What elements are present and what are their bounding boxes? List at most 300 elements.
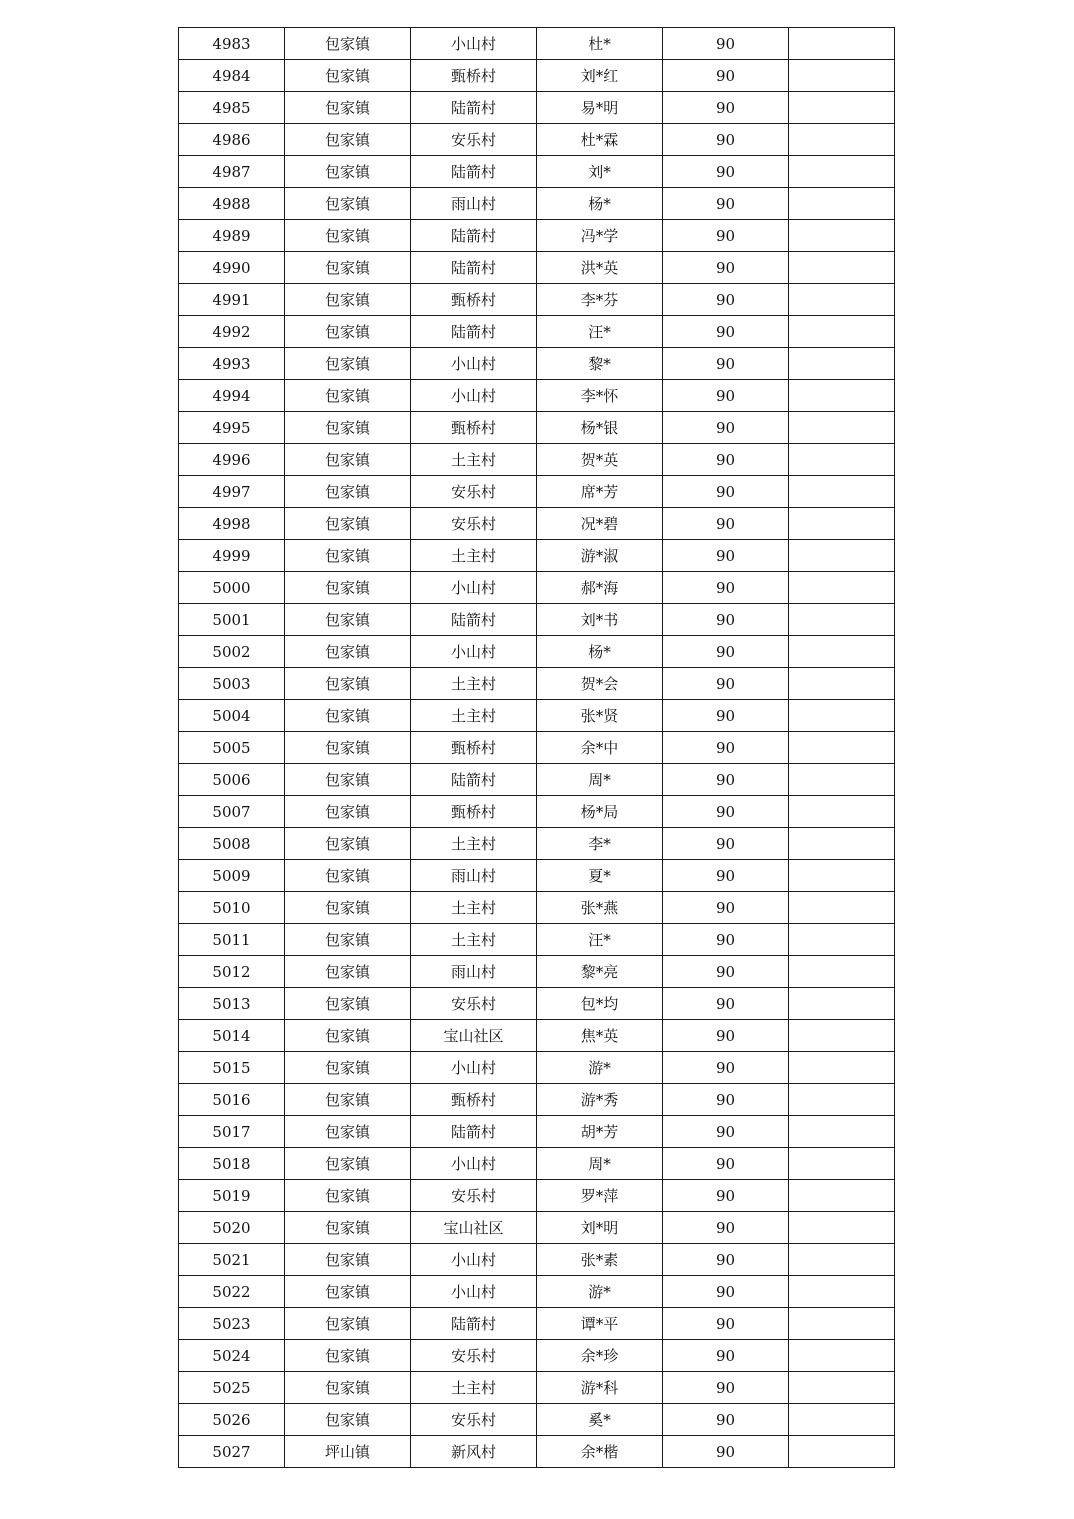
cell-village: 陆箭村 — [411, 156, 537, 188]
cell-amount: 90 — [663, 1436, 789, 1468]
cell-serial-number: 4984 — [179, 60, 285, 92]
cell-village: 土主村 — [411, 668, 537, 700]
cell-village: 安乐村 — [411, 988, 537, 1020]
cell-remark — [789, 924, 895, 956]
cell-amount: 90 — [663, 92, 789, 124]
cell-remark — [789, 1180, 895, 1212]
table-row — [179, 92, 895, 124]
cell-person-name: 胡*芳 — [537, 1116, 663, 1148]
cell-amount: 90 — [663, 732, 789, 764]
table-row — [179, 380, 895, 412]
cell-person-name: 谭*平 — [537, 1308, 663, 1340]
cell-town: 包家镇 — [285, 412, 411, 444]
cell-village: 甄桥村 — [411, 732, 537, 764]
cell-village: 土主村 — [411, 540, 537, 572]
table-row — [179, 1372, 895, 1404]
cell-village: 土主村 — [411, 700, 537, 732]
cell-serial-number: 5010 — [179, 892, 285, 924]
cell-town: 包家镇 — [285, 1180, 411, 1212]
cell-amount: 90 — [663, 988, 789, 1020]
cell-village: 小山村 — [411, 572, 537, 604]
cell-village: 陆箭村 — [411, 316, 537, 348]
cell-amount: 90 — [663, 476, 789, 508]
table-row — [179, 348, 895, 380]
table-row — [179, 156, 895, 188]
cell-town: 包家镇 — [285, 1340, 411, 1372]
cell-remark — [789, 636, 895, 668]
cell-person-name: 游*科 — [537, 1372, 663, 1404]
cell-village: 雨山村 — [411, 956, 537, 988]
cell-serial-number: 5024 — [179, 1340, 285, 1372]
table-row — [179, 1052, 895, 1084]
cell-remark — [789, 1212, 895, 1244]
cell-town: 包家镇 — [285, 1020, 411, 1052]
cell-town: 包家镇 — [285, 220, 411, 252]
cell-town: 包家镇 — [285, 1372, 411, 1404]
cell-remark — [789, 1148, 895, 1180]
cell-town: 包家镇 — [285, 348, 411, 380]
cell-town: 包家镇 — [285, 60, 411, 92]
table-row — [179, 508, 895, 540]
cell-village: 安乐村 — [411, 1180, 537, 1212]
cell-amount: 90 — [663, 924, 789, 956]
cell-remark — [789, 284, 895, 316]
cell-person-name: 刘*红 — [537, 60, 663, 92]
table-row — [179, 252, 895, 284]
cell-village: 甄桥村 — [411, 1084, 537, 1116]
cell-remark — [789, 444, 895, 476]
table-row — [179, 1084, 895, 1116]
cell-amount: 90 — [663, 1148, 789, 1180]
cell-person-name: 奚* — [537, 1404, 663, 1436]
cell-town: 包家镇 — [285, 700, 411, 732]
table-row — [179, 892, 895, 924]
cell-remark — [789, 188, 895, 220]
table-row — [179, 1404, 895, 1436]
cell-person-name: 余*楷 — [537, 1436, 663, 1468]
cell-serial-number: 4992 — [179, 316, 285, 348]
table-row — [179, 316, 895, 348]
cell-amount: 90 — [663, 572, 789, 604]
cell-remark — [789, 1084, 895, 1116]
cell-serial-number: 5020 — [179, 1212, 285, 1244]
cell-serial-number: 5021 — [179, 1244, 285, 1276]
cell-village: 宝山社区 — [411, 1212, 537, 1244]
cell-person-name: 余*中 — [537, 732, 663, 764]
cell-amount: 90 — [663, 188, 789, 220]
table-row — [179, 540, 895, 572]
table-row — [179, 604, 895, 636]
cell-remark — [789, 60, 895, 92]
cell-serial-number: 4997 — [179, 476, 285, 508]
cell-village: 土主村 — [411, 1372, 537, 1404]
cell-town: 包家镇 — [285, 1276, 411, 1308]
cell-remark — [789, 156, 895, 188]
cell-village: 甄桥村 — [411, 796, 537, 828]
cell-amount: 90 — [663, 668, 789, 700]
cell-village: 小山村 — [411, 1244, 537, 1276]
cell-serial-number: 5001 — [179, 604, 285, 636]
cell-amount: 90 — [663, 252, 789, 284]
cell-serial-number: 4990 — [179, 252, 285, 284]
table-row — [179, 1308, 895, 1340]
cell-amount: 90 — [663, 1212, 789, 1244]
cell-remark — [789, 828, 895, 860]
cell-village: 安乐村 — [411, 508, 537, 540]
cell-serial-number: 4985 — [179, 92, 285, 124]
cell-town: 包家镇 — [285, 444, 411, 476]
table-row — [179, 284, 895, 316]
cell-town: 包家镇 — [285, 92, 411, 124]
cell-town: 包家镇 — [285, 1404, 411, 1436]
cell-town: 包家镇 — [285, 892, 411, 924]
cell-serial-number: 5014 — [179, 1020, 285, 1052]
cell-person-name: 杜*霖 — [537, 124, 663, 156]
cell-serial-number: 5012 — [179, 956, 285, 988]
cell-serial-number: 5022 — [179, 1276, 285, 1308]
cell-village: 陆箭村 — [411, 1308, 537, 1340]
cell-amount: 90 — [663, 348, 789, 380]
cell-person-name: 焦*英 — [537, 1020, 663, 1052]
cell-amount: 90 — [663, 28, 789, 60]
cell-remark — [789, 252, 895, 284]
cell-town: 包家镇 — [285, 508, 411, 540]
cell-town: 包家镇 — [285, 828, 411, 860]
cell-remark — [789, 956, 895, 988]
cell-town: 包家镇 — [285, 732, 411, 764]
cell-remark — [789, 508, 895, 540]
cell-village: 小山村 — [411, 1276, 537, 1308]
table-row — [179, 1180, 895, 1212]
cell-amount: 90 — [663, 700, 789, 732]
cell-remark — [789, 380, 895, 412]
cell-town: 包家镇 — [285, 188, 411, 220]
table-row — [179, 444, 895, 476]
cell-serial-number: 4983 — [179, 28, 285, 60]
cell-village: 安乐村 — [411, 476, 537, 508]
cell-amount: 90 — [663, 636, 789, 668]
cell-town: 包家镇 — [285, 252, 411, 284]
cell-serial-number: 5016 — [179, 1084, 285, 1116]
cell-remark — [789, 1436, 895, 1468]
cell-town: 包家镇 — [285, 1148, 411, 1180]
cell-village: 小山村 — [411, 348, 537, 380]
cell-person-name: 杨* — [537, 188, 663, 220]
cell-village: 小山村 — [411, 28, 537, 60]
cell-village: 小山村 — [411, 636, 537, 668]
cell-serial-number: 5025 — [179, 1372, 285, 1404]
cell-remark — [789, 348, 895, 380]
cell-remark — [789, 1372, 895, 1404]
cell-town: 包家镇 — [285, 796, 411, 828]
cell-serial-number: 4991 — [179, 284, 285, 316]
cell-amount: 90 — [663, 1020, 789, 1052]
cell-person-name: 况*碧 — [537, 508, 663, 540]
cell-amount: 90 — [663, 892, 789, 924]
cell-remark — [789, 124, 895, 156]
cell-town: 包家镇 — [285, 1308, 411, 1340]
cell-remark — [789, 860, 895, 892]
cell-serial-number: 5026 — [179, 1404, 285, 1436]
cell-village: 陆箭村 — [411, 220, 537, 252]
cell-town: 包家镇 — [285, 604, 411, 636]
cell-amount: 90 — [663, 1404, 789, 1436]
cell-amount: 90 — [663, 1372, 789, 1404]
cell-person-name: 周* — [537, 1148, 663, 1180]
cell-person-name: 贺*英 — [537, 444, 663, 476]
cell-remark — [789, 796, 895, 828]
table-row — [179, 764, 895, 796]
cell-serial-number: 5027 — [179, 1436, 285, 1468]
cell-serial-number: 4989 — [179, 220, 285, 252]
cell-remark — [789, 1340, 895, 1372]
cell-town: 包家镇 — [285, 1244, 411, 1276]
cell-amount: 90 — [663, 860, 789, 892]
table-row — [179, 956, 895, 988]
cell-remark — [789, 988, 895, 1020]
cell-village: 雨山村 — [411, 860, 537, 892]
cell-person-name: 黎*亮 — [537, 956, 663, 988]
table-row — [179, 1148, 895, 1180]
cell-amount: 90 — [663, 956, 789, 988]
table-row — [179, 1340, 895, 1372]
cell-town: 包家镇 — [285, 860, 411, 892]
cell-serial-number: 5007 — [179, 796, 285, 828]
cell-remark — [789, 1244, 895, 1276]
table-row — [179, 412, 895, 444]
cell-person-name: 黎* — [537, 348, 663, 380]
table-row — [179, 572, 895, 604]
cell-amount: 90 — [663, 60, 789, 92]
cell-person-name: 郝*海 — [537, 572, 663, 604]
table-row — [179, 1276, 895, 1308]
cell-person-name: 杨*局 — [537, 796, 663, 828]
table-row — [179, 796, 895, 828]
table-row — [179, 924, 895, 956]
cell-remark — [789, 412, 895, 444]
cell-amount: 90 — [663, 1180, 789, 1212]
cell-person-name: 游*秀 — [537, 1084, 663, 1116]
cell-serial-number: 5009 — [179, 860, 285, 892]
cell-town: 包家镇 — [285, 988, 411, 1020]
cell-serial-number: 4995 — [179, 412, 285, 444]
cell-person-name: 汪* — [537, 316, 663, 348]
cell-village: 安乐村 — [411, 1404, 537, 1436]
cell-town: 包家镇 — [285, 380, 411, 412]
cell-amount: 90 — [663, 412, 789, 444]
cell-village: 陆箭村 — [411, 604, 537, 636]
cell-person-name: 杨* — [537, 636, 663, 668]
cell-town: 包家镇 — [285, 284, 411, 316]
cell-person-name: 李*怀 — [537, 380, 663, 412]
cell-town: 包家镇 — [285, 124, 411, 156]
cell-village: 安乐村 — [411, 124, 537, 156]
cell-serial-number: 5018 — [179, 1148, 285, 1180]
cell-village: 小山村 — [411, 380, 537, 412]
cell-person-name: 罗*萍 — [537, 1180, 663, 1212]
cell-person-name: 杜* — [537, 28, 663, 60]
cell-serial-number: 5000 — [179, 572, 285, 604]
cell-town: 坪山镇 — [285, 1436, 411, 1468]
data-table — [178, 27, 895, 1468]
table-row — [179, 1020, 895, 1052]
cell-village: 甄桥村 — [411, 284, 537, 316]
cell-village: 安乐村 — [411, 1340, 537, 1372]
cell-remark — [789, 700, 895, 732]
cell-remark — [789, 668, 895, 700]
cell-person-name: 张*燕 — [537, 892, 663, 924]
cell-serial-number: 5023 — [179, 1308, 285, 1340]
cell-serial-number: 5015 — [179, 1052, 285, 1084]
cell-serial-number: 5017 — [179, 1116, 285, 1148]
cell-village: 陆箭村 — [411, 252, 537, 284]
cell-serial-number: 4996 — [179, 444, 285, 476]
cell-person-name: 刘*书 — [537, 604, 663, 636]
cell-person-name: 包*均 — [537, 988, 663, 1020]
cell-village: 陆箭村 — [411, 92, 537, 124]
cell-person-name: 杨*银 — [537, 412, 663, 444]
cell-person-name: 游* — [537, 1052, 663, 1084]
cell-remark — [789, 1308, 895, 1340]
cell-remark — [789, 732, 895, 764]
table-row — [179, 700, 895, 732]
cell-village: 陆箭村 — [411, 1116, 537, 1148]
cell-person-name: 刘*明 — [537, 1212, 663, 1244]
cell-village: 甄桥村 — [411, 412, 537, 444]
cell-amount: 90 — [663, 1052, 789, 1084]
cell-town: 包家镇 — [285, 764, 411, 796]
table-row — [179, 220, 895, 252]
cell-village: 陆箭村 — [411, 764, 537, 796]
cell-amount: 90 — [663, 764, 789, 796]
cell-person-name: 余*珍 — [537, 1340, 663, 1372]
cell-serial-number: 5013 — [179, 988, 285, 1020]
table-row — [179, 1436, 895, 1468]
cell-serial-number: 5019 — [179, 1180, 285, 1212]
cell-person-name: 洪*英 — [537, 252, 663, 284]
cell-remark — [789, 1020, 895, 1052]
cell-village: 土主村 — [411, 828, 537, 860]
cell-amount: 90 — [663, 1084, 789, 1116]
cell-remark — [789, 220, 895, 252]
cell-amount: 90 — [663, 316, 789, 348]
cell-serial-number: 4987 — [179, 156, 285, 188]
cell-remark — [789, 1052, 895, 1084]
table-row — [179, 860, 895, 892]
cell-amount: 90 — [663, 1244, 789, 1276]
table-row — [179, 828, 895, 860]
table-row — [179, 636, 895, 668]
cell-remark — [789, 1404, 895, 1436]
cell-person-name: 游*淑 — [537, 540, 663, 572]
cell-serial-number: 5002 — [179, 636, 285, 668]
table-row — [179, 60, 895, 92]
cell-amount: 90 — [663, 380, 789, 412]
cell-person-name: 周* — [537, 764, 663, 796]
cell-village: 土主村 — [411, 444, 537, 476]
cell-town: 包家镇 — [285, 476, 411, 508]
cell-serial-number: 5011 — [179, 924, 285, 956]
cell-amount: 90 — [663, 1116, 789, 1148]
table-row — [179, 1244, 895, 1276]
cell-town: 包家镇 — [285, 1052, 411, 1084]
cell-amount: 90 — [663, 1276, 789, 1308]
table-row — [179, 28, 895, 60]
cell-serial-number: 4999 — [179, 540, 285, 572]
cell-amount: 90 — [663, 1308, 789, 1340]
cell-amount: 90 — [663, 540, 789, 572]
cell-village: 土主村 — [411, 892, 537, 924]
cell-town: 包家镇 — [285, 668, 411, 700]
cell-remark — [789, 572, 895, 604]
cell-amount: 90 — [663, 508, 789, 540]
table-row — [179, 732, 895, 764]
cell-remark — [789, 1116, 895, 1148]
table-row — [179, 1212, 895, 1244]
table-row — [179, 188, 895, 220]
cell-remark — [789, 28, 895, 60]
cell-amount: 90 — [663, 124, 789, 156]
cell-town: 包家镇 — [285, 572, 411, 604]
cell-person-name: 贺*会 — [537, 668, 663, 700]
cell-town: 包家镇 — [285, 316, 411, 348]
cell-person-name: 易*明 — [537, 92, 663, 124]
cell-amount: 90 — [663, 156, 789, 188]
table-body — [179, 28, 895, 1468]
cell-person-name: 游* — [537, 1276, 663, 1308]
cell-remark — [789, 764, 895, 796]
cell-serial-number: 4986 — [179, 124, 285, 156]
cell-town: 包家镇 — [285, 156, 411, 188]
cell-amount: 90 — [663, 828, 789, 860]
cell-town: 包家镇 — [285, 1084, 411, 1116]
cell-serial-number: 5003 — [179, 668, 285, 700]
cell-amount: 90 — [663, 284, 789, 316]
cell-amount: 90 — [663, 220, 789, 252]
cell-amount: 90 — [663, 604, 789, 636]
cell-person-name: 李* — [537, 828, 663, 860]
cell-person-name: 刘* — [537, 156, 663, 188]
cell-amount: 90 — [663, 1340, 789, 1372]
cell-town: 包家镇 — [285, 1116, 411, 1148]
cell-serial-number: 4988 — [179, 188, 285, 220]
table-row — [179, 124, 895, 156]
cell-remark — [789, 604, 895, 636]
cell-remark — [789, 476, 895, 508]
cell-amount: 90 — [663, 796, 789, 828]
cell-serial-number: 5008 — [179, 828, 285, 860]
cell-serial-number: 5005 — [179, 732, 285, 764]
cell-person-name: 张*素 — [537, 1244, 663, 1276]
cell-serial-number: 5004 — [179, 700, 285, 732]
cell-person-name: 夏* — [537, 860, 663, 892]
cell-remark — [789, 92, 895, 124]
cell-remark — [789, 1276, 895, 1308]
table-row — [179, 668, 895, 700]
cell-village: 小山村 — [411, 1148, 537, 1180]
cell-town: 包家镇 — [285, 540, 411, 572]
cell-person-name: 汪* — [537, 924, 663, 956]
cell-town: 包家镇 — [285, 1212, 411, 1244]
cell-person-name: 席*芳 — [537, 476, 663, 508]
cell-town: 包家镇 — [285, 956, 411, 988]
cell-serial-number: 5006 — [179, 764, 285, 796]
table-row — [179, 988, 895, 1020]
cell-person-name: 张*贤 — [537, 700, 663, 732]
cell-village: 新风村 — [411, 1436, 537, 1468]
table-row — [179, 1116, 895, 1148]
cell-person-name: 冯*学 — [537, 220, 663, 252]
